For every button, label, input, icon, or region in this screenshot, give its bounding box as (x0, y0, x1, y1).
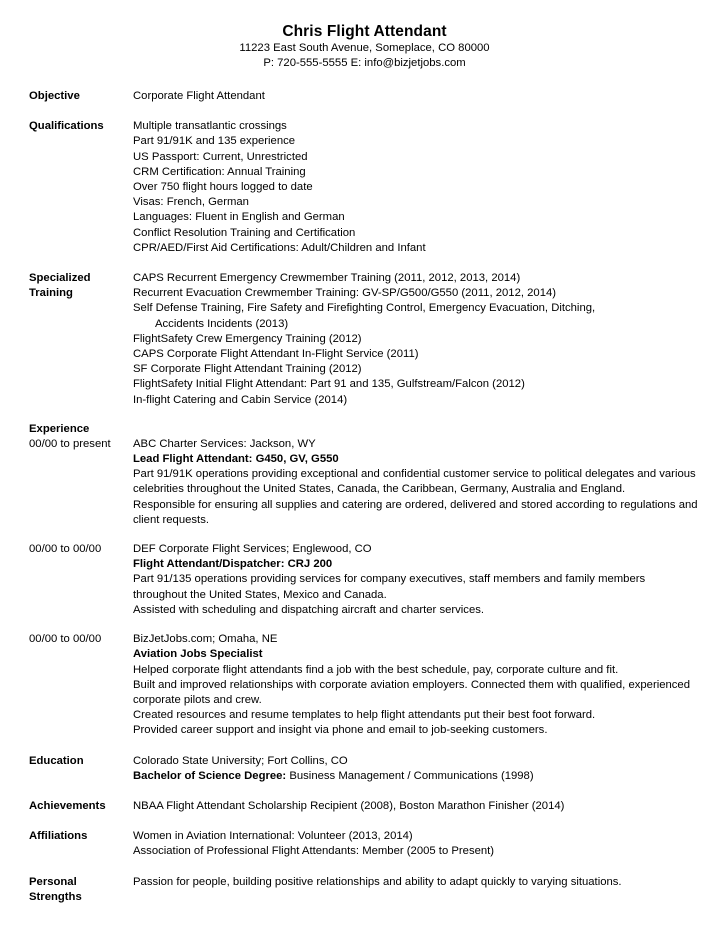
training-item-continuation: Accidents Incidents (2013) (155, 317, 289, 330)
training-item: FlightSafety Crew Emergency Training (2012) (133, 332, 362, 345)
affiliation-item: Association of Professional Flight Attendants: Member (2005 to Present) (133, 845, 495, 858)
section-body-achievements (133, 799, 700, 814)
section-body-qualifications (133, 119, 700, 256)
training-item: SF Corporate Flight Attendant Training (2012) (133, 363, 362, 376)
qualification-item: Over 750 flight hours logged to date (133, 181, 313, 194)
section-specialized-training (29, 271, 700, 408)
experience-title: Aviation Jobs Specialist (133, 648, 263, 661)
section-achievements (29, 799, 700, 814)
training-item: CAPS Corporate Flight Attendant In-Flight Service (2011) (133, 348, 419, 361)
experience-paragraph: Part 91/91K operations providing exceptional and confidential customer service to political delegates and various celebrities throughout the United States, Canada, the Caribbean, Germany, Australia and England. (133, 468, 696, 496)
experience-dates: 00/00 to 00/00 (29, 633, 102, 646)
education-school: Colorado State University; Fort Collins, CO (133, 754, 348, 767)
training-item: FlightSafety Initial Flight Attendant: Part 91 and 135, Gulfstream/Falcon (2012) (133, 378, 525, 391)
section-body-specialized-training (133, 271, 700, 408)
section-education (29, 754, 700, 784)
resume-header (29, 22, 700, 71)
specialized-training-label-line1: Specialized (29, 272, 91, 285)
section-label-personal-strengths (29, 875, 133, 905)
qualification-item: CPR/AED/First Aid Certifications: Adult/Children and Infant (133, 241, 426, 254)
experience-body (133, 632, 700, 738)
section-label-experience: Experience (29, 422, 90, 435)
personal-strengths-label-line1: Personal (29, 875, 77, 888)
education-degree-detail: Business Management / Communications (1998) (286, 769, 534, 782)
section-body-education (133, 754, 700, 784)
qualification-item: US Passport: Current, Unrestricted (133, 150, 308, 163)
experience-paragraph: Built and improved relationships with corporate aviation employers. Connected them with qualified, experienced corporate pilots and crew. (133, 678, 690, 706)
candidate-name: Chris Flight Attendant (282, 23, 447, 40)
section-personal-strengths (29, 875, 700, 905)
section-label-objective: Objective (29, 90, 80, 102)
section-qualifications (29, 119, 700, 256)
section-label-education: Education (29, 754, 84, 767)
affiliation-item: Women in Aviation International: Volunteer (2013, 2014) (133, 830, 413, 843)
qualification-item: Languages: Fluent in English and German (133, 211, 345, 224)
experience-entry (29, 632, 700, 738)
candidate-address: 11223 East South Avenue, Someplace, CO 80000 (239, 42, 490, 54)
experience-title: Flight Attendant/Dispatcher: CRJ 200 (133, 558, 333, 571)
section-label-achievements: Achievements (29, 799, 106, 812)
experience-body (133, 542, 700, 618)
qualification-item: Conflict Resolution Training and Certification (133, 226, 356, 239)
personal-strengths-item: Passion for people, building positive relationships and ability to adapt quickly to varying situations. (133, 875, 622, 888)
experience-body (133, 437, 700, 528)
personal-strengths-label-line2: Strengths (29, 890, 82, 903)
experience-entry (29, 437, 700, 528)
experience-paragraph: Provided career support and insight via phone and email to job-seeking customers. (133, 724, 548, 737)
section-label-qualifications: Qualifications (29, 120, 104, 133)
training-item: Self Defense Training, Fire Safety and Firefighting Control, Emergency Evacuation, Ditching, (133, 302, 596, 315)
training-item: In-flight Catering and Cabin Service (2014) (133, 393, 348, 406)
training-item: CAPS Recurrent Emergency Crewmember Training (2011, 2012, 2013, 2014) (133, 272, 521, 285)
experience-dates: 00/00 to 00/00 (29, 543, 102, 556)
experience-entry (29, 542, 700, 618)
experience-paragraph: Responsible for ensuring all supplies and catering are ordered, delivered and stored according to regulations and client requests. (133, 498, 698, 526)
qualification-item: Part 91/91K and 135 experience (133, 135, 296, 148)
qualification-item: Visas: French, German (133, 196, 249, 209)
section-label-specialized-training (29, 271, 133, 301)
qualification-item: CRM Certification: Annual Training (133, 165, 306, 178)
section-objective (29, 89, 700, 104)
experience-employer: ABC Charter Services: Jackson, WY (133, 437, 316, 450)
training-item: Recurrent Evacuation Crewmember Training: GV-SP/G500/G550 (2011, 2012, 2014) (133, 287, 557, 300)
experience-employer: DEF Corporate Flight Services; Englewood, CO (133, 543, 372, 556)
section-body-objective (133, 89, 700, 104)
qualification-item: Multiple transatlantic crossings (133, 120, 287, 133)
objective-line: Corporate Flight Attendant (133, 90, 265, 102)
education-degree (133, 769, 700, 784)
experience-paragraph: Assisted with scheduling and dispatching aircraft and charter services. (133, 603, 485, 616)
candidate-contact: P: 720-555-5555 E: info@bizjetjobs.com (263, 57, 466, 69)
specialized-training-label-line2: Training (29, 287, 73, 300)
experience-dates: 00/00 to present (29, 437, 111, 450)
section-label-affiliations: Affiliations (29, 830, 88, 843)
section-affiliations (29, 829, 700, 859)
experience-paragraph: Helped corporate flight attendants find a job with the best schedule, pay, corporate culture and fit. (133, 663, 619, 676)
section-body-personal-strengths (133, 875, 700, 890)
experience-employer: BizJetJobs.com; Omaha, NE (133, 633, 278, 646)
experience-paragraph: Created resources and resume templates to help flight attendants put their best foot forward. (133, 709, 596, 722)
experience-title: Lead Flight Attendant: G450, GV, G550 (133, 453, 339, 466)
section-body-affiliations (133, 829, 700, 859)
section-experience (29, 422, 700, 739)
education-degree-label: Bachelor of Science Degree: (133, 769, 287, 782)
achievement-item: NBAA Flight Attendant Scholarship Recipient (2008), Boston Marathon Finisher (2014) (133, 799, 565, 812)
experience-paragraph: Part 91/135 operations providing services for company executives, staff members and family members throughout the United States, Mexico and Canada. (133, 573, 646, 601)
